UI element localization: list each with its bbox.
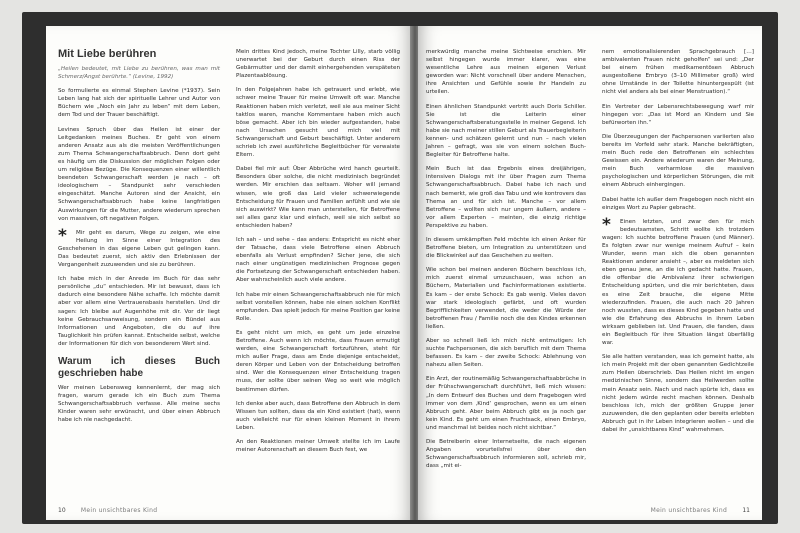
running-title: Mein unsichtbares Kind xyxy=(650,507,728,514)
highlight-paragraph: * Mir geht es darum, Wege zu zeigen, wie eine Heilung im Sinne einer Integration des Geschehenen in das eigene Leben gut gelingen kann. Das bedeutet zuerst, sich aktiv den Erlebnissen der Vergangenheit zuzuwenden und sie zu berühren. xyxy=(58,225,220,269)
page-number: 10 xyxy=(58,507,66,514)
left-page xyxy=(46,26,412,520)
epigraph-quote: „Heilen bedeutet, mit Liebe zu berühren, was man mit Schmerz/Angst berührte.“ (Levine, 1992) xyxy=(58,66,220,81)
paragraph: An den Reaktionen meiner Umwelt stellte ich im Laufe meiner Autorenschaft an diesem Buch fest, we xyxy=(236,439,400,454)
asterisk-icon: * xyxy=(602,214,611,235)
right-column-1 xyxy=(426,48,586,476)
paragraph: nem emotionalisierenden Sprachgebrauch […] ambivalenten Frauen nicht geholfen“ sei und: „Der bei einem frühen medikamentösen Abbruch ausgestoßene Embryo (3–10 Millimeter groß) wird ohne Umstände in der Toilette hinuntergespült (ist nicht viel anders als bei einer Menstruation).“ xyxy=(602,49,754,96)
paragraph: Dabei fiel mir auf: Über Abbrüche wird hanch geurteilt. Besonders über solche, die nicht medizinisch begründet werden. Mir erschien das seltsam. Woher will jemand wissen, wie groß das Leid vieler schwerwiegende Entscheidung für Frauen und Familien anfühlt und wie sie sich auswirkt? Wie kann man unterstellen, für Betroffene sei alles ganz klar und einfach, weil sie sich selbst so entschieden haben? xyxy=(236,166,400,229)
chapter-heading: Mit Liebe berühren xyxy=(58,48,157,60)
paragraph: Aber so schnell ließ ich mich nicht entmutigen: Ich suchte Fachpersonen, die sich beruflich mit dem Thema befassen. Es kam – der zweite Schock: Ablehnung von nahezu allen Seiten. xyxy=(426,338,586,369)
paragraph: So formulierte es einmal Stephen Levine (*1937). Sein Leben lang hat sich der spirituelle Lehrer und Autor von Büchern wie „Noch ein Jahr zu leben“ mit dem Leben, dem Tod und der Trauer beschäftigt. xyxy=(58,88,220,119)
paragraph: Dabei hatte ich außer dem Fragebogen noch nicht ein einziges Wort zu Papier gebracht. xyxy=(602,196,754,211)
right-folio xyxy=(651,507,750,514)
paragraph: Ein Arzt, der routinemäßig Schwangerschaftsabbrüche in der Frühschwangerschaft durchführt, ließ mich wissen: „In dem Entwurf des Buches und dem Fragebogen wird immer von dem ‚Kind‘ gesprochen, wenn es um einen Abbruch geht. Aber beim Abbruch gibt es ja noch gar kein Kind. Es geht um einen Fruchtsack, einen Embryo, und manchmal ist beides noch nicht sichtbar.“ xyxy=(426,376,586,431)
page-number: 11 xyxy=(742,507,750,514)
open-book xyxy=(22,12,778,524)
paragraph: In den Folgejahren habe ich getrauert und erlebt, wie schwer meine Trauer für meine Umwelt oft war. Manche Reaktionen haben mich verletzt, weil sie aus meiner Sicht taktlos waren, manche Kommentare haben mich auch böse gemacht. Aber ich bin wieder aufgestanden, habe nach Ursachen gesucht und mich viel mit Schwangerschaft und Geburt beschäftigt. Unter anderem schrieb ich zwei ausführliche Begleitbücher für verwaiste Eltern. xyxy=(236,87,400,159)
paragraph: Wer meinen Lebensweg kennenlernt, der mag sich fragen, warum gerade ich ein Buch zum Thema Schwangerschaftsabbruch verfasse. Alle meine sechs Kinder waren sehr erwünscht, und über einen Abbruch habe ich nie nachgedacht. xyxy=(58,385,220,424)
paragraph: merkwürdig manche meine Sichtweise erschien. Mir selbst hingegen wurde immer klarer, was eine wesentliche Lehre aus meinen eigenen Verlust geworden war: Nicht vorschnell über andere Menschen, ihre Ansichten und Gefühle sowie ihr Handeln zu urteilen. xyxy=(426,49,586,96)
paragraph: Mein Buch ist das Ergebnis eines dreijährigen, intensiven Dialogs mit ihr über Fragen zum Thema Schwangerschaftsabbruch. Dabei habe ich nach und nach bemerkt, wie groß das Tabu und wie kontrovers das Thema an und für sich ist. Manche – vor allem Betroffene – wollten sich nur ungern äußern, andere – vor allem Experten – meinten, die einzig richtige Perspektive zu haben. xyxy=(426,166,587,229)
asterisk-icon: * xyxy=(58,225,67,246)
paragraph: Mein drittes Kind jedoch, meine Tochter Lilly, starb völlig unerwartet bei der Geburt durch einen Riss der Gebärmutter und der damit einhergehenden verspäteten Plazentaablösung. xyxy=(236,49,400,80)
left-column-1 xyxy=(58,48,220,430)
paragraph: Sie alle hatten verstanden, was ich gemeint hatte, als ich mein Projekt mit der oben genannten Gedichtzeile zum Heilen überschrieb. Das Heilen nicht im engen medizinischen Sinne, sondern das Heilwerden sollte mein Ansatz sein. Nach und nach spürte ich, dass es nicht jedem würde recht machen können. Deshalb beschloss ich, mich der größten Gruppe jener zuzuwenden, die den geplanten oder bereits erlebten Abbruch gut in ihr Leben integrieren wollen – und die dabei ihr „unsichtbares Kind“ wahrnehmen. xyxy=(602,354,754,434)
left-folio xyxy=(58,507,157,514)
paragraph: Ich habe mich in der Anrede im Buch für das sehr persönliche „du“ entschieden. Mir ist bewusst, dass ich dadurch eine besondere Nähe schaffe. Ich möchte damit aber vor allem eine Vertrauensbasis herstellen. Und dir sagen: Ich bleibe auf Augenhöhe mit dir. Vor dir liegt keine Gebrauchsanweisung, sondern ein Bündel aus Informationen und Angeboten, die du auf ihre Tauglichkeit hin prüfen kannst. Entscheide selbst, welche der Informationen für dich von besonderem Wert sind. xyxy=(58,276,220,347)
paragraph: Einen ähnlichen Standpunkt vertritt auch Doris Schiller. Sie ist die Leiterin einer Schwangerschaftsberatungsstelle in meiner Gegend. Ich habe sie nach meiner stillen Geburt als Trauerbegleiterin kennen- und schätzen gelernt und nun – nach vielen Jahren – gefragt, was sie von einem solchen Buch-Begleiter für Betroffene halte. xyxy=(426,103,586,159)
paragraph: Die Betreiberin einer Internetseite, die nach eigenen Angaben vorurteilsfrei über den Schwangerschaftsabbruch informieren soll, schrieb mir, dass „mit ei- xyxy=(426,439,586,470)
paragraph: Levines Spruch über das Heilen ist einer der Leitgedanken meines Buches. Er geht von einem anderen Ansatz aus als die meisten Veröffentlichungen zum Thema Schwangerschaftsabbruch. Denn dort geht es häufig um die Diskussion der möglichen Folgen oder um religiöse Bezüge. Die Konsequenzen einer willentlich beendeten Schwangerschaft werden je nach – oft ideologischem – Standpunkt sehr verschieden eingeschätzt. Manche Autoren sind der Ansicht, ein Schwangerschaftsabbruch habe keine langfristigen Auswirkungen für die Mutter, andere wiederum sprechen von massiven, oft negativen Folgen. xyxy=(58,126,220,222)
highlight-paragraph: * Einen letzten, und zwar den für mich bedeutsamsten, Schritt wollte ich trotzdem wagen: Ich suchte betroffene Frauen (und Männer). Es folgten zwar nur wenige meinem Aufruf – kein Wunder, wenn man sich die oben genannten Reaktionen anderer ansieht –, aber es meldeten sich eben genau jene, an die ich gedacht hatte. Frauen, die offenbar die Ambivalenz ihrer schwierigen Entscheidung spürten, und die mir berichteten, dass es eine Zeit brauche, die eigene Mitte wiederzufinden. Frauen, die auch nach 20 Jahren noch wussten, dass es dieses Kind gegeben hatte und wie die Erfahrung des Abbruchs in ihrem Leben wirksam geblieben ist. Und Frauen, die fanden, dass ein Begleitbuch für ihre Situation längst überfällig war. xyxy=(602,214,754,347)
paragraph: Ich denke aber auch, dass Betroffene den Abbruch in dem Wissen tun sollten, dass da ein Kind existiert (hat), wenn auch vielleicht nur für einen kleinen Moment in ihrem Leben. xyxy=(236,400,400,431)
paragraph: Ich sah – und sehe – das anders: Entspricht es nicht eher der Tatsache, dass viele Betroffene einen Abbruch ebenfalls als Verlust empfinden? Sicher jene, die sich nach einer ungünstigen medizinischen Prognose gegen die Fortsetzung der Schwangerschaft entschieden haben. Aber wahrscheinlich auch viele andere. xyxy=(236,236,400,284)
paragraph: Ein Vertreter der Lebensrechtsbewegung warf mir hingegen vor: „Das ist Mord an Kindern und Sie befürworten ihn.“ xyxy=(602,103,754,126)
paragraph: Wie schon bei meinen anderen Büchern beschloss ich, mich zuerst einmal umzuschauen, was schon an Büchern, Materialien und Fachinformationen existierte. Es kam – der erste Schock: Es gab wenig. Vieles davon war stark ideologisch gefärbt, und oft wurden Begrifflichkeiten verwendet, die weder die Würde der betroffenen Frau / Familie noch die des Kindes erkennen ließen. xyxy=(426,267,586,330)
running-title: Mein unsichtbares Kind xyxy=(80,507,158,514)
left-column-2 xyxy=(236,48,400,460)
right-page xyxy=(418,26,762,520)
paragraph: Die Überzeugungen der Fachpersonen variierten also bereits im Vorfeld sehr stark. Manche bekräftigten, mein Buch rede den Betroffenen ein schlechtes Gewissen ein. Andere wiederum waren der Meinung, mein Buch verharmlose die massiven psychologischen und körperlichen Störungen, die mit einem Abbruch einhergingen. xyxy=(602,133,754,189)
right-column-2 xyxy=(602,48,754,440)
paragraph: Es geht nicht um mich, es geht um jede einzelne Betroffene. Auch wenn ich möchte, dass Frauen ermutigt werden, eine Schwangerschaft fortzuführen, steht für mich außer Frage, dass am Ende diejenige entscheidet, deren Körper und Leben von der Entscheidung betroffen sind. Wer die Konsequenzen einer Entscheidung tragen muss, der sollte über seinen Weg so weit wie möglich bestimmen dürfen. xyxy=(236,329,400,393)
paragraph: In diesem umkämpften Feld möchte ich einen Anker für Betroffene bieten, um Integration zu unterstützen und die Blickwinkel auf das Geschehen zu weiten. xyxy=(426,236,586,260)
section-heading: Warum ich dieses Buch geschrieben habe xyxy=(58,356,220,379)
paragraph: Ich habe mir einen Schwangerschaftsabbruch nie für mich selbst vorstellen können, habe nie einen solchen Konflikt empfunden. Das spielt jedoch für meine Position gar keine Rolle. xyxy=(236,291,400,322)
